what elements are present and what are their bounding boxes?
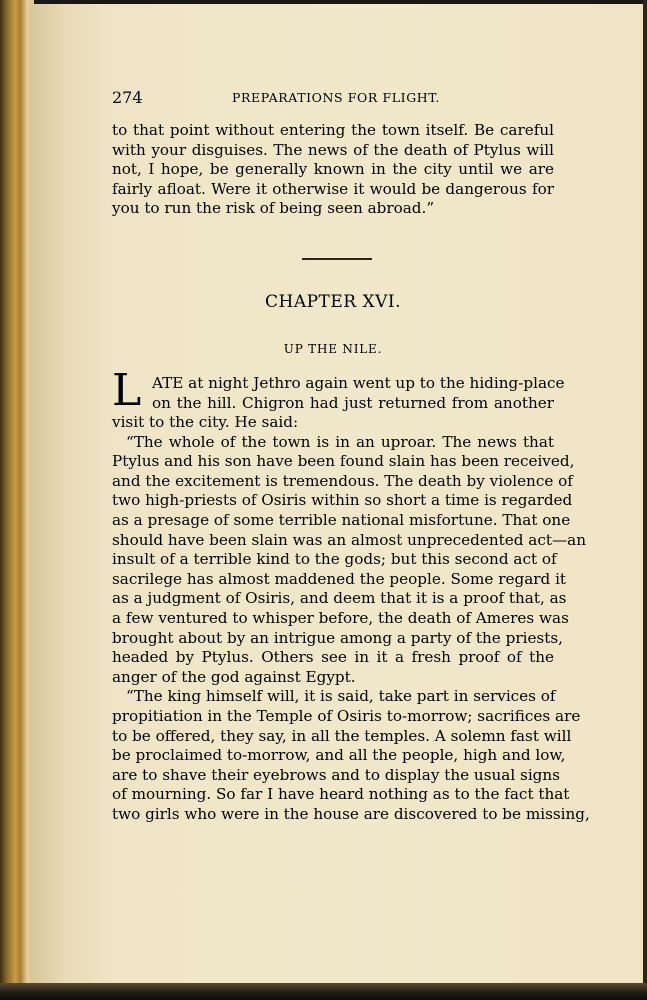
text-line: anger of the god against Egypt. (112, 667, 356, 686)
text-line: of mourning. So far I have heard nothing as to the fact that (112, 785, 570, 804)
page-bottom-shadow (0, 983, 647, 1000)
page-number: 274 (112, 88, 143, 107)
text-line: a few ventured to whisper before, the death of Ameres was (112, 608, 569, 627)
text-line: ATE at night Jethro again went up to the hiding-place (152, 374, 565, 392)
text-line: insult of a terrible kind to the gods; but this second act of (112, 550, 557, 569)
chapter-body (112, 413, 590, 824)
intro-paragraph (112, 121, 554, 219)
text-line: “The whole of the town is in an uproar. The news that (126, 432, 554, 451)
text-line: you to run the risk of being seen abroad.” (112, 199, 435, 218)
page-right-shadow (643, 0, 647, 990)
chapter-subtitle: UP THE NILE. (283, 342, 383, 356)
text-line: to that point without entering the town itself. Be careful (112, 121, 554, 139)
text-line: be proclaimed to-morrow, and all the people, high and low, (112, 746, 566, 765)
text-line: not, I hope, be generally known in the city until we are (112, 160, 554, 179)
chapter-title: CHAPTER XVI. (265, 292, 401, 312)
text-line: on the hill. Chigron had just returned from another (152, 393, 554, 412)
text-line: and the excitement is tremendous. The death by violence of (112, 471, 573, 490)
section-divider (302, 258, 372, 260)
drop-cap-lines (152, 374, 565, 413)
text-line: as a presage of some terrible national misfortune. That one (112, 510, 571, 529)
running-head: PREPARATIONS FOR FLIGHT. (232, 90, 440, 105)
text-line: two girls who were in the house are discovered to be missing, (112, 804, 590, 823)
text-line: fairly afloat. Were it otherwise it would be dangerous for (112, 179, 554, 198)
text-line: brought about by an intrigue among a party of the priests, (112, 628, 563, 647)
text-line: visit to the city. He said: (112, 413, 299, 431)
text-line: to be offered, they say, in all the temples. A solemn fast will (112, 726, 572, 745)
text-line: with your disguises. The news of the death of Ptylus will (112, 140, 554, 159)
book-spine-edge (0, 0, 34, 985)
text-line: headed by Ptylus. Others see in it a fresh proof of the (112, 648, 554, 667)
page-header (112, 88, 472, 108)
text-line: “The king himself will, it is said, take part in services of (126, 687, 556, 706)
text-line: as a judgment of Osiris, and deem that it is a proof that, as (112, 589, 567, 608)
text-line: Ptylus and his son have been found slain has been received, (112, 452, 575, 471)
text-line: are to shave their eyebrows and to display the usual signs (112, 765, 560, 784)
text-line: two high-priests of Osiris within so short a time is regarded (112, 491, 573, 510)
text-line: should have been slain was an almost unprecedented act—an (112, 530, 586, 549)
drop-cap: L (112, 365, 142, 416)
text-line: sacrilege has almost maddened the people. Some regard it (112, 569, 567, 588)
text-line: propitiation in the Temple of Osiris to-morrow; sacrifices are (112, 706, 581, 725)
